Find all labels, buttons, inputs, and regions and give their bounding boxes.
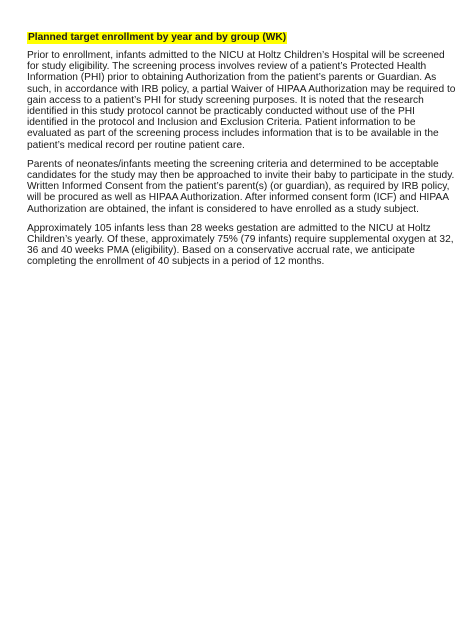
paragraph-consent: Parents of neonates/infants meeting the screening criteria and determined to be acceptable candidates for the study may then be approached to invite their baby to participate in the study. Written Informed Consent from the patient’s parent(s) (or guardian), as required by IRB policy, will be procured as well as HIPAA Authorization. After informed consent form (ICF) and HIPAA Authorization are obtained, the infant is considered to have enrolled as a study subject.: [27, 158, 455, 215]
paragraph-enrollment: Approximately 105 infants less than 28 weeks gestation are admitted to the NICU at Holtz Children’s yearly. Of these, approximately 75% (79 infants) require supplemental oxygen at 32, 36 and 40 weeks PMA (eligibility). Based on a conservative accrual rate, we anticipate completing the enrollment of 40 subjects in a period of 12 months.: [27, 222, 454, 268]
paragraph-screening: Prior to enrollment, infants admitted to the NICU at Holtz Children’s Hospital will be screened for study eligibility. The screening process involves review of a patient’s Protected Health Information (PHI) prior to obtaining Authorization from the patient’s parents or Guardian. As such, in accordance with IRB policy, a partial Waiver of HIPAA Authorization may be required to gain access to a patient’s PHI for study screening purposes. It is noted that the research identified in this study protocol cannot be practicably conducted without use of the PHI identified in the protocol and Inclusion and Exclusion Criteria. Patient information to be evaluated as part of the screening process includes information that is to be available in the patient’s medical record per routine patient care.: [27, 50, 456, 151]
section-heading: Planned target enrollment by year and by group (WK): [28, 32, 287, 43]
document-page: [27, 27, 457, 276]
